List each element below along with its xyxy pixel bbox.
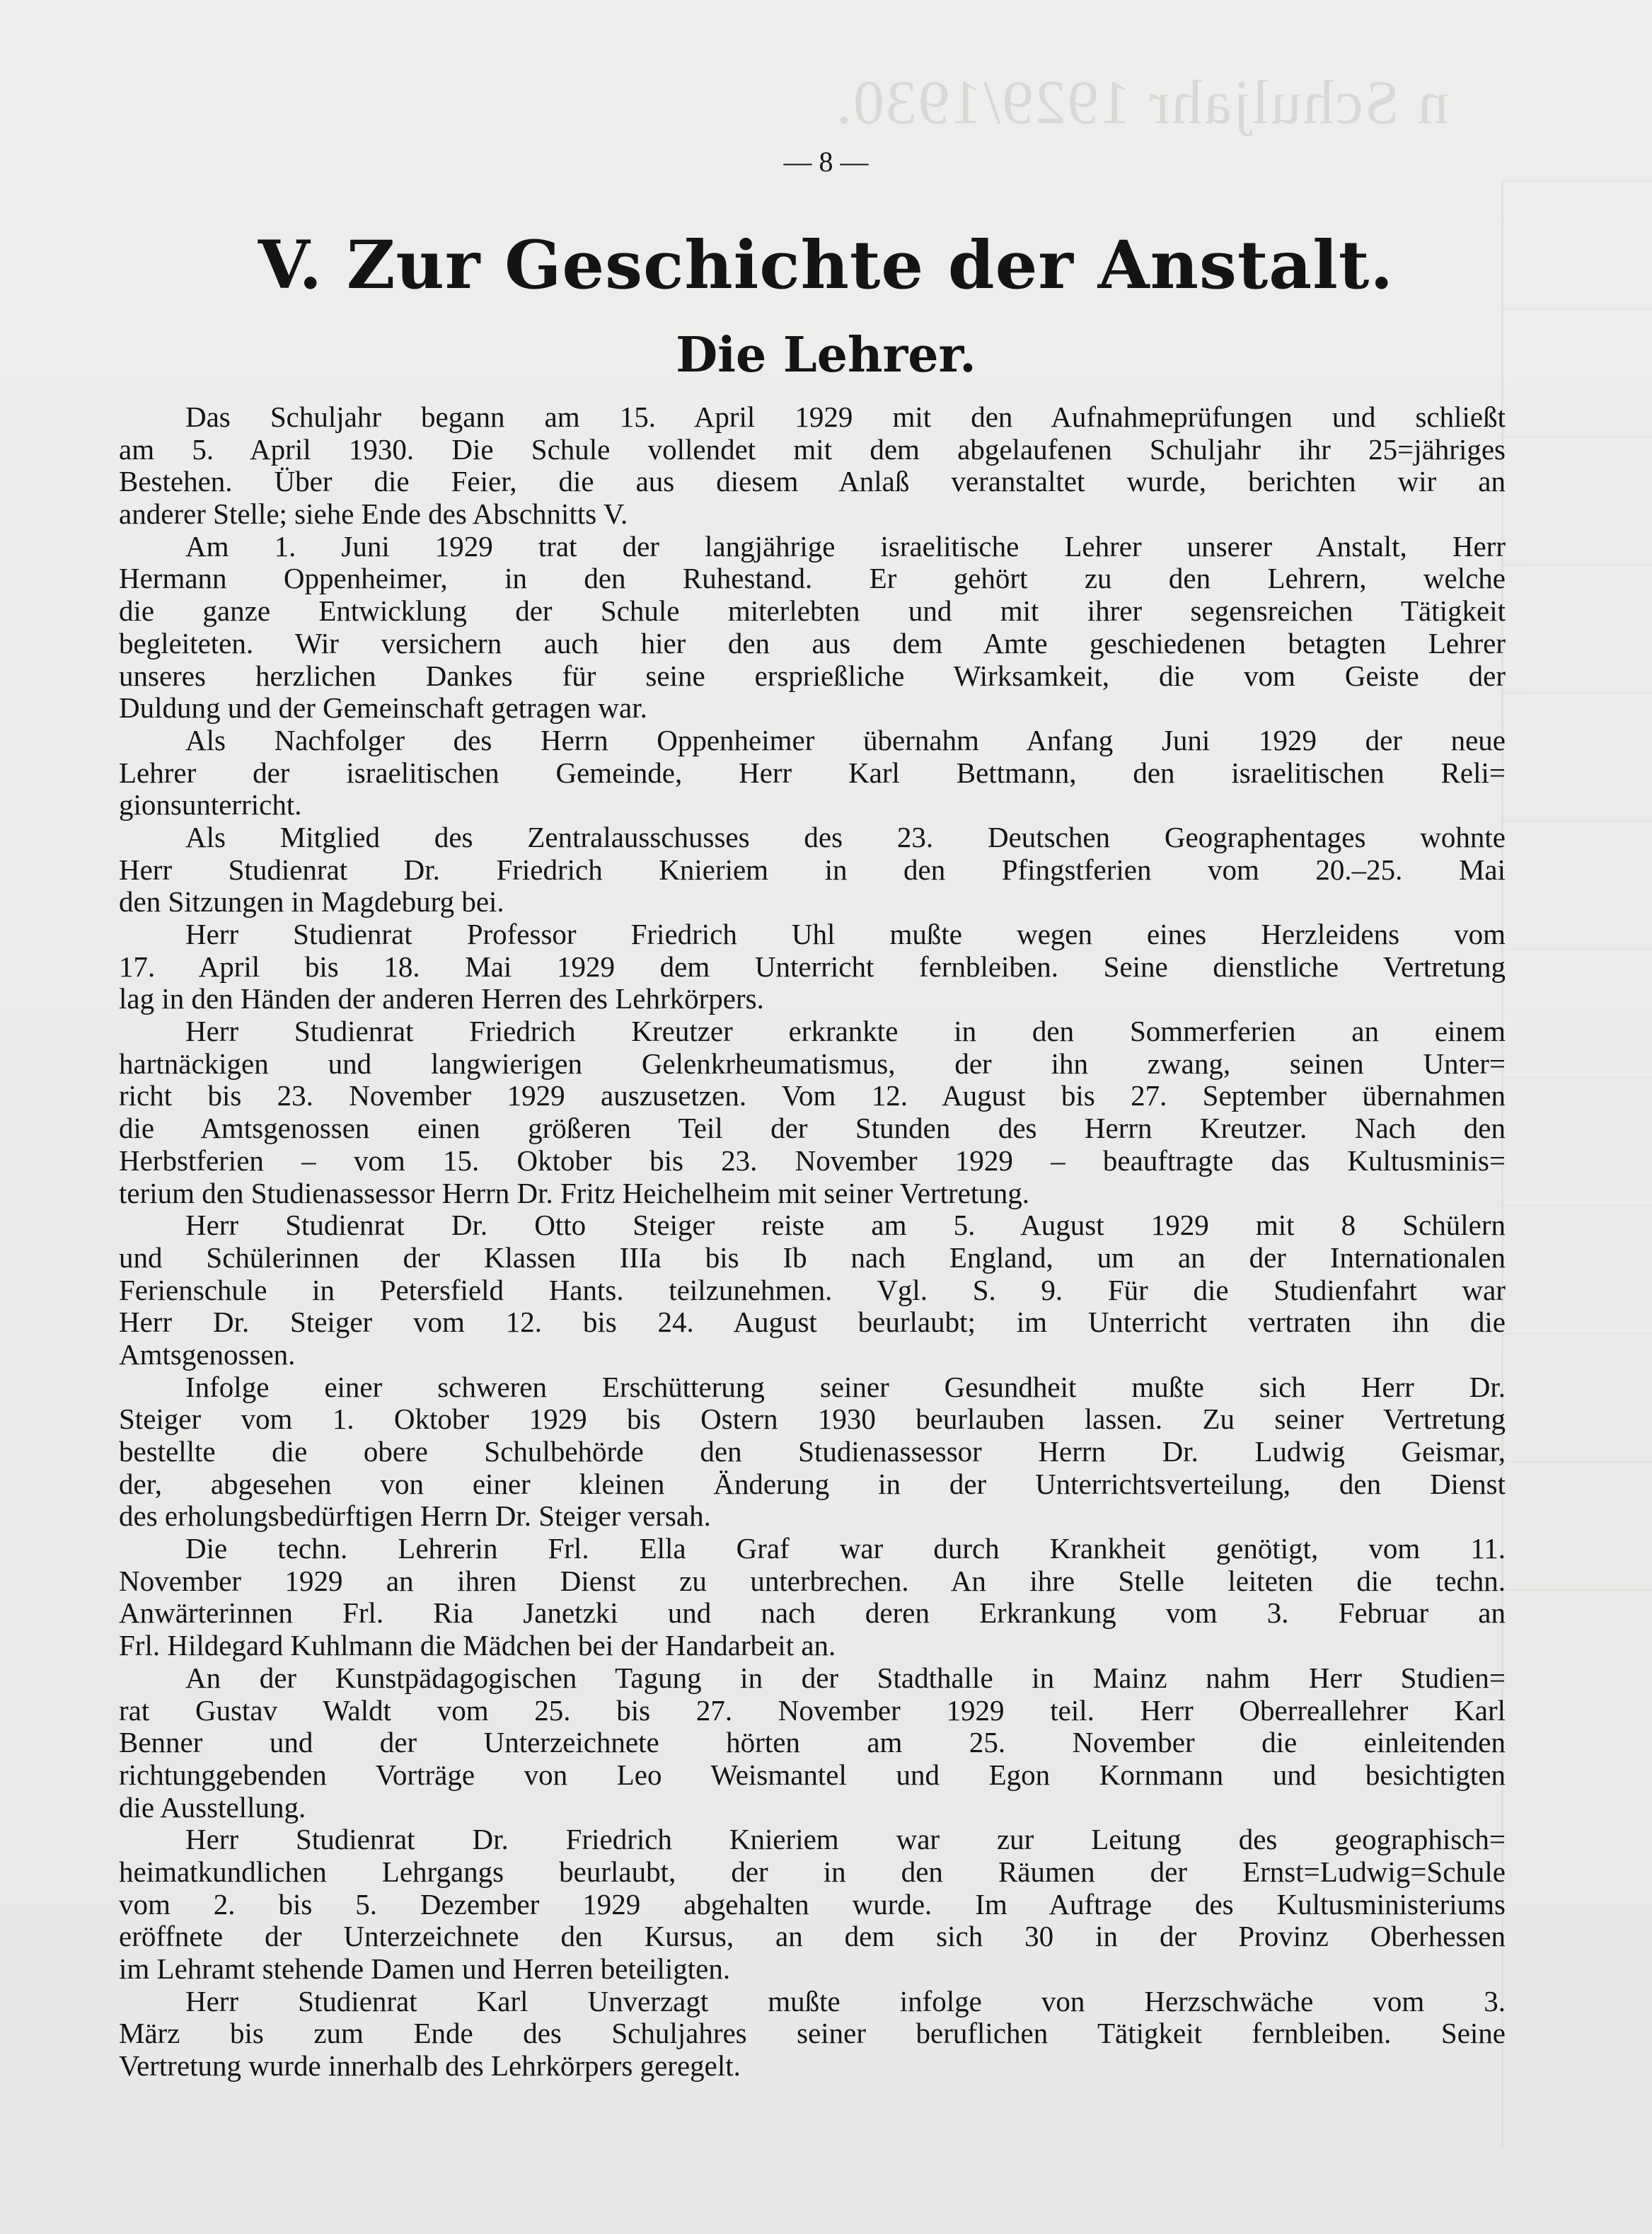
text-line: hartnäckigen und langwierigen Gelenkrheumatismus, der ihn zwang, seinen Unter= bbox=[119, 1047, 1506, 1080]
text-line: Amtsgenossen. bbox=[119, 1337, 296, 1371]
text-line: im Lehramt stehende Damen und Herren beteiligten. bbox=[119, 1952, 731, 1985]
text-line: richtunggebenden Vorträge von Leo Weismantel und Egon Kornmann und besichtigten bbox=[119, 1758, 1506, 1791]
text-line: Herbstferien – vom 15. Oktober bis 23. November 1929 – beauftragte das Kultusminis= bbox=[119, 1144, 1506, 1177]
bleed-through-title: n Schuljahr 1929/1930. bbox=[835, 69, 1449, 137]
text-line: am 5. April 1930. Die Schule vollendet mit dem abgelaufenen Schuljahr ihr 25=jähriges bbox=[119, 432, 1506, 466]
text-line: begleiteten. Wir versichern auch hier den aus dem Amte geschiedenen betagten Lehrer bbox=[119, 626, 1506, 660]
text-line: und Schülerinnen der Klassen IIIa bis Ib nach England, um an der Internationalen bbox=[119, 1240, 1506, 1274]
section-heading: V. Zur Geschichte der Anstalt. bbox=[258, 226, 1394, 304]
text-line: Bestehen. Über die Feier, die aus diesem Anlaß veranstaltet wurde, berichten wir an bbox=[119, 465, 1506, 498]
page-number: — 8 — bbox=[783, 146, 869, 178]
text-line: 17. April bis 18. Mai 1929 dem Unterricht fernbleiben. Seine dienstliche Vertretung bbox=[119, 950, 1506, 983]
text-line: heimatkundlichen Lehrgangs beurlaubt, der in den Räumen der Ernst=Ludwig=Schule bbox=[119, 1855, 1506, 1888]
text-line: gionsunterricht. bbox=[119, 788, 302, 822]
text-line: Herr Dr. Steiger vom 12. bis 24. August beurlaubt; im Unterricht vertraten ihn die bbox=[119, 1306, 1506, 1339]
text-line: Vertretung wurde innerhalb des Lehrkörpers geregelt. bbox=[119, 2049, 741, 2083]
body-text bbox=[119, 401, 1506, 2083]
text-line: Infolge einer schweren Erschütterung seiner Gesundheit mußte sich Herr Dr. bbox=[185, 1370, 1506, 1403]
text-line: unseres herzlichen Dankes für seine ersprießliche Wirksamkeit, die vom Geiste der bbox=[119, 659, 1506, 692]
text-line: Herr Studienrat Dr. Friedrich Knieriem in den Pfingstferien vom 20.–25. Mai bbox=[119, 853, 1506, 886]
text-line: März bis zum Ende des Schuljahres seiner beruflichen Tätigkeit fernbleiben. Seine bbox=[119, 2017, 1506, 2050]
text-line: An der Kunstpädagogischen Tagung in der Stadthalle in Mainz nahm Herr Studien= bbox=[185, 1661, 1506, 1694]
text-line: eröffnete der Unterzeichnete den Kursus, an dem sich 30 in der Provinz Oberhessen bbox=[119, 1920, 1506, 1953]
text-line: die ganze Entwicklung der Schule miterlebten und mit ihrer segensreichen Tätigkeit bbox=[119, 594, 1506, 628]
text-line: Am 1. Juni 1929 trat der langjährige israelitische Lehrer unserer Anstalt, Herr bbox=[185, 529, 1506, 563]
text-line: Duldung und der Gemeinschaft getragen war. bbox=[119, 691, 647, 725]
text-line: Lehrer der israelitischen Gemeinde, Herr Karl Bettmann, den israelitischen Reli= bbox=[119, 756, 1506, 789]
section-subheading: Die Lehrer. bbox=[676, 327, 976, 384]
text-line: November 1929 an ihren Dienst zu unterbrechen. An ihre Stelle leiteten die techn. bbox=[119, 1564, 1506, 1597]
text-line: vom 2. bis 5. Dezember 1929 abgehalten wurde. Im Auftrage des Kultusministeriums bbox=[119, 1887, 1506, 1921]
text-line: Anwärterinnen Frl. Ria Janetzki und nach deren Erkrankung vom 3. Februar an bbox=[119, 1596, 1506, 1630]
text-line: Benner und der Unterzeichnete hörten am 25. November die einleitenden bbox=[119, 1726, 1506, 1759]
text-line: Das Schuljahr begann am 15. April 1929 mit den Aufnahmeprüfungen und schließt bbox=[185, 401, 1506, 433]
text-line: der, abgesehen von einer kleinen Änderung in der Unterrichtsverteilung, den Dienst bbox=[119, 1467, 1506, 1500]
text-line: Ferienschule in Petersfield Hants. teilzunehmen. Vgl. S. 9. Für die Studienfahrt war bbox=[119, 1273, 1506, 1306]
text-line: Hermann Oppenheimer, in den Ruhestand. Er gehört zu den Lehrern, welche bbox=[119, 562, 1506, 595]
text-line: Herr Studienrat Professor Friedrich Uhl mußte wegen eines Herzleidens vom bbox=[185, 918, 1506, 950]
text-line: Als Nachfolger des Herrn Oppenheimer übernahm Anfang Juni 1929 der neue bbox=[185, 723, 1506, 756]
text-line: rat Gustav Waldt vom 25. bis 27. November 1929 teil. Herr Oberreallehrer Karl bbox=[119, 1693, 1506, 1727]
text-line: Herr Studienrat Friedrich Kreutzer erkrankte in den Sommerferien an einem bbox=[185, 1015, 1506, 1048]
text-line: die Ausstellung. bbox=[119, 1790, 306, 1824]
text-line: die Amtsgenossen einen größeren Teil der Stunden des Herrn Kreutzer. Nach den bbox=[119, 1112, 1506, 1145]
text-line: Steiger vom 1. Oktober 1929 bis Ostern 1930 beurlauben lassen. Zu seiner Vertretung bbox=[119, 1403, 1506, 1436]
text-line: Als Mitglied des Zentralausschusses des 23. Deutschen Geographentages wohnte bbox=[185, 820, 1506, 853]
text-line: terium den Studienassessor Herrn Dr. Fritz Heichelheim mit seiner Vertretung. bbox=[119, 1176, 1030, 1209]
text-line: lag in den Händen der anderen Herren des Lehrkörpers. bbox=[119, 982, 764, 1015]
text-line: Herr Studienrat Karl Unverzagt mußte infolge von Herzschwäche vom 3. bbox=[185, 1984, 1506, 2017]
text-line: bestellte die obere Schulbehörde den Studienassessor Herrn Dr. Ludwig Geismar, bbox=[119, 1435, 1506, 1468]
text-line: Herr Studienrat Dr. Friedrich Knieriem war zur Leitung des geographisch= bbox=[185, 1823, 1506, 1856]
bleed-through-table bbox=[1501, 180, 1652, 2148]
text-line: anderer Stelle; siehe Ende des Abschnitts V. bbox=[119, 497, 628, 531]
text-line: Herr Studienrat Dr. Otto Steiger reiste am 5. August 1929 mit 8 Schülern bbox=[185, 1209, 1506, 1242]
text-line: richt bis 23. November 1929 auszusetzen. Vom 12. August bis 27. September übernahmen bbox=[119, 1079, 1506, 1112]
text-line: den Sitzungen in Magdeburg bei. bbox=[119, 885, 504, 919]
text-line: des erholungsbedürftigen Herrn Dr. Steiger versah. bbox=[119, 1499, 711, 1533]
text-line: Die techn. Lehrerin Frl. Ella Graf war durch Krankheit genötigt, vom 11. bbox=[185, 1532, 1506, 1565]
text-line: Frl. Hildegard Kuhlmann die Mädchen bei der Handarbeit an. bbox=[119, 1629, 836, 1662]
